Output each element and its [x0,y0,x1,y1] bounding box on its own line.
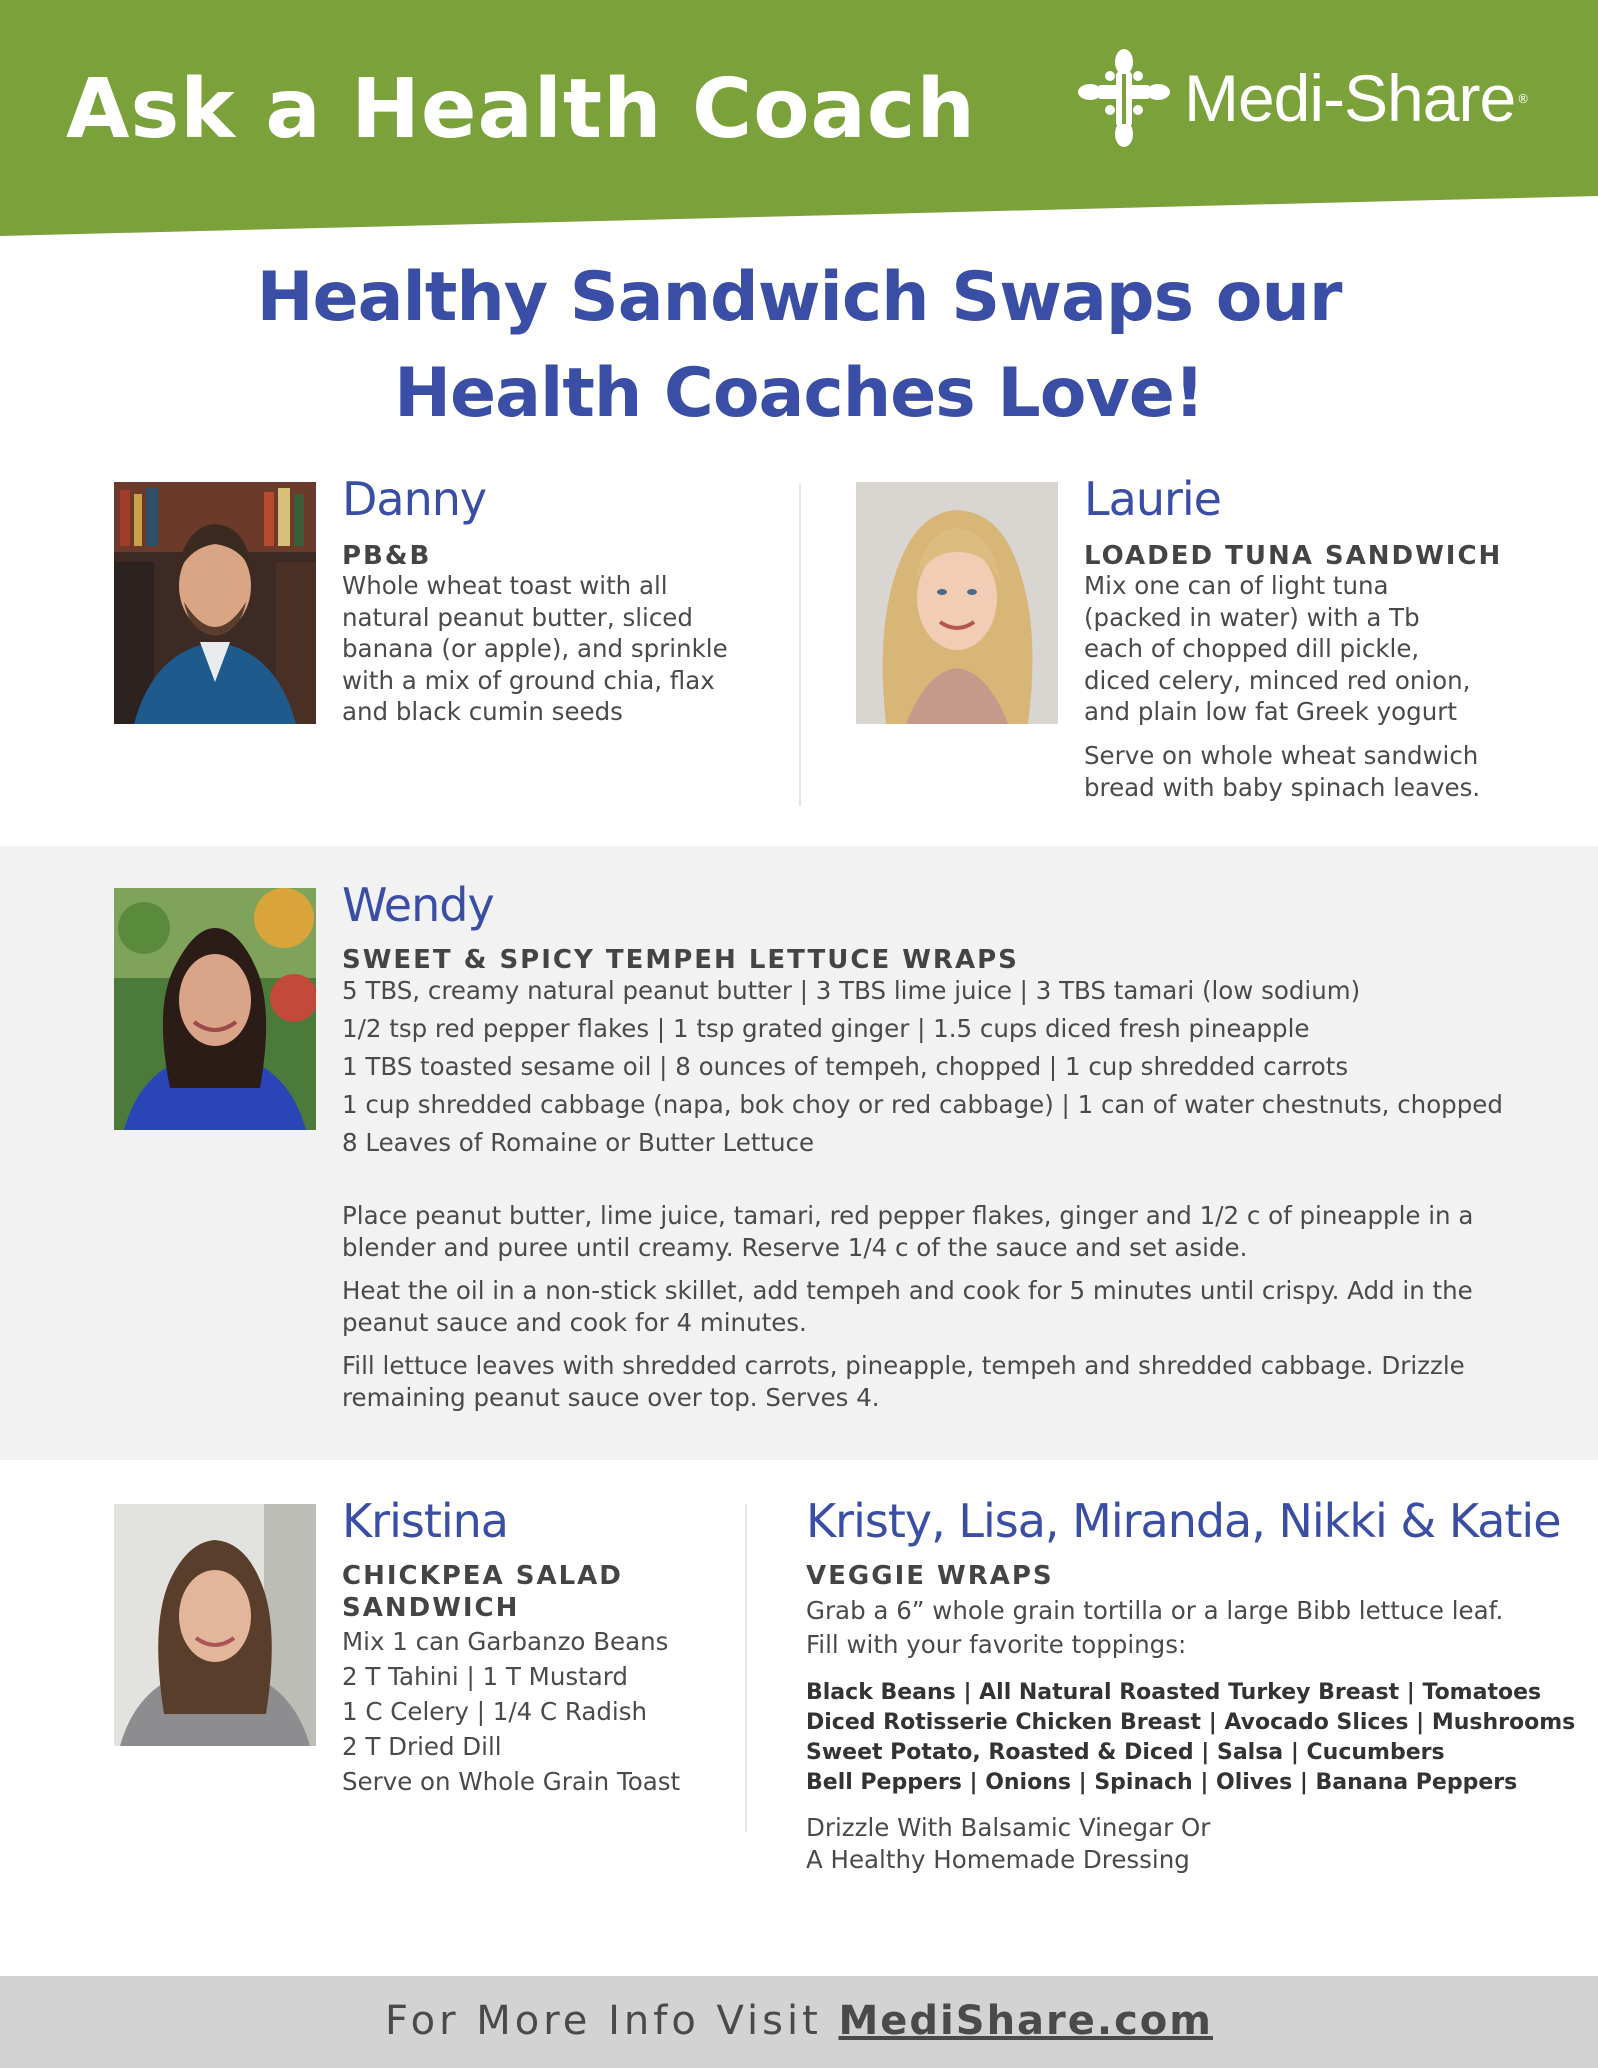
wendy-name: Wendy [342,878,494,932]
medishare-cross-icon [1078,48,1170,148]
laurie-recipe-title: LOADED TUNA SANDWICH [1084,541,1503,571]
page-title [0,250,1598,442]
wendy-ingredient-line: 1/2 tsp red pepper flakes | 1 tsp grated ginger | 1.5 cups diced fresh pineapple [342,1014,1310,1043]
laurie-serve-text [1084,740,1480,803]
header-title: Ask a Health Coach [66,62,976,157]
laurie-line: (packed in water) with a Tb [1084,602,1420,632]
kristina-line: Mix 1 can Garbanzo Beans [342,1627,669,1656]
page-title-line-1: Healthy Sandwich Swaps our [256,258,1342,337]
brand-name: Medi-Share [1184,61,1516,135]
laurie-serve-line: Serve on whole wheat sandwich [1084,741,1479,770]
danny-photo [114,482,316,724]
footer-banner [0,1976,1598,2068]
laurie-line: Mix one can of light tuna [1084,571,1389,600]
kristina-recipe-title-line: SANDWICH [342,1593,520,1623]
danny-line: natural peanut butter, sliced [342,602,693,632]
danny-line: banana (or apple), and sprinkle [342,634,728,663]
wendy-step [342,1200,1473,1263]
wendy-ingredient-line: 1 cup shredded cabbage (napa, bok choy or red cabbage) | 1 can of water chestnuts, chopped [342,1090,1503,1119]
laurie-line: and plain low fat Greek yogurt [1084,697,1457,726]
wendy-step-line: Heat the oil in a non-stick skillet, add tempeh and cook for 5 minutes until crispy. Add in the [342,1276,1473,1305]
brand-registered-mark: ® [1517,92,1530,106]
wendy-steps [342,1200,1473,1425]
group-toppings [806,1678,1575,1798]
wendy-step [342,1350,1473,1413]
laurie-line: diced celery, minced red onion, [1084,665,1471,695]
medishare-website-link[interactable]: MediShare.com [838,1998,1213,2044]
header-banner [0,0,1598,240]
footer-prefix: For More Info Visit [385,1998,839,2044]
danny-line: with a mix of ground chia, flax [342,665,715,695]
kristina-recipe-title-line: CHICKPEA SALAD [342,1561,623,1591]
kristina-line: 1 C Celery | 1/4 C Radish [342,1697,647,1726]
wendy-step-line: Fill lettuce leaves with shredded carrots, pineapple, tempeh and shredded cabbage. Drizzle [342,1351,1465,1380]
wendy-ingredient-line: 5 TBS, creamy natural peanut butter | 3 TBS lime juice | 3 TBS tamari (low sodium) [342,976,1361,1005]
topping-line: Bell Peppers | Onions | Spinach | Olives | Banana Peppers [806,1770,1518,1795]
kristina-name: Kristina [342,1494,508,1548]
laurie-name: Laurie [1084,472,1221,526]
wendy-step-line: remaining peanut sauce over top. Serves 4. [342,1382,880,1412]
wendy-step-line: blender and puree until creamy. Reserve 1/4 c of the sauce and set aside. [342,1232,1248,1262]
laurie-line: each of chopped dill pickle, [1084,634,1420,663]
column-divider [745,1504,747,1832]
group-intro-line: Fill with your favorite toppings: [806,1630,1187,1659]
column-divider [799,484,801,806]
danny-line: Whole wheat toast with all [342,571,668,600]
kristina-line: 2 T Tahini | 1 T Mustard [342,1662,628,1691]
wendy-ingredient-line: 8 Leaves of Romaine or Butter Lettuce [342,1128,815,1157]
group-recipe-title: VEGGIE WRAPS [806,1561,1054,1591]
wendy-ingredients [342,972,1503,1162]
laurie-serve-line: bread with baby spinach leaves. [1084,772,1481,802]
laurie-photo [856,482,1058,724]
topping-line: Black Beans | All Natural Roasted Turkey Breast | Tomatoes [806,1680,1542,1705]
wendy-recipe-title: SWEET & SPICY TEMPEH LETTUCE WRAPS [342,945,1019,975]
topping-line: Diced Rotisserie Chicken Breast | Avocado Slices | Mushrooms [806,1710,1576,1735]
kristina-recipe-title [342,1560,623,1624]
wendy-step-line: Place peanut butter, lime juice, tamari, red pepper flakes, ginger and 1/2 c of pineapple in a [342,1201,1474,1230]
group-names: Kristy, Lisa, Miranda, Nikki & Katie [806,1494,1561,1548]
group-closing-line: Drizzle With Balsamic Vinegar Or [806,1813,1211,1842]
danny-recipe-text [342,570,728,728]
group-intro-line: Grab a 6” whole grain tortilla or a large Bibb lettuce leaf. [806,1596,1504,1625]
topping-line: Sweet Potato, Roasted & Diced | Salsa | Cucumbers [806,1740,1445,1765]
medishare-logo[interactable] [1078,48,1529,148]
wendy-ingredient-line: 1 TBS toasted sesame oil | 8 ounces of tempeh, chopped | 1 cup shredded carrots [342,1052,1349,1081]
page-title-line-2: Health Coaches Love! [394,354,1204,433]
danny-name: Danny [342,472,487,526]
danny-recipe-title: PB&B [342,541,432,571]
laurie-recipe-text [1084,570,1470,728]
wendy-photo [114,888,316,1130]
wendy-step [342,1275,1473,1338]
footer-text [385,1998,1213,2044]
kristina-line: Serve on Whole Grain Toast [342,1767,681,1796]
kristina-recipe-text [342,1624,680,1799]
kristina-line: 2 T Dried Dill [342,1732,502,1761]
wendy-step-line: peanut sauce and cook for 4 minutes. [342,1307,807,1337]
group-closing-line: A Healthy Homemade Dressing [806,1844,1190,1874]
group-intro [806,1594,1503,1662]
group-closing [806,1812,1210,1875]
danny-line: and black cumin seeds [342,697,623,726]
kristina-photo [114,1504,316,1746]
